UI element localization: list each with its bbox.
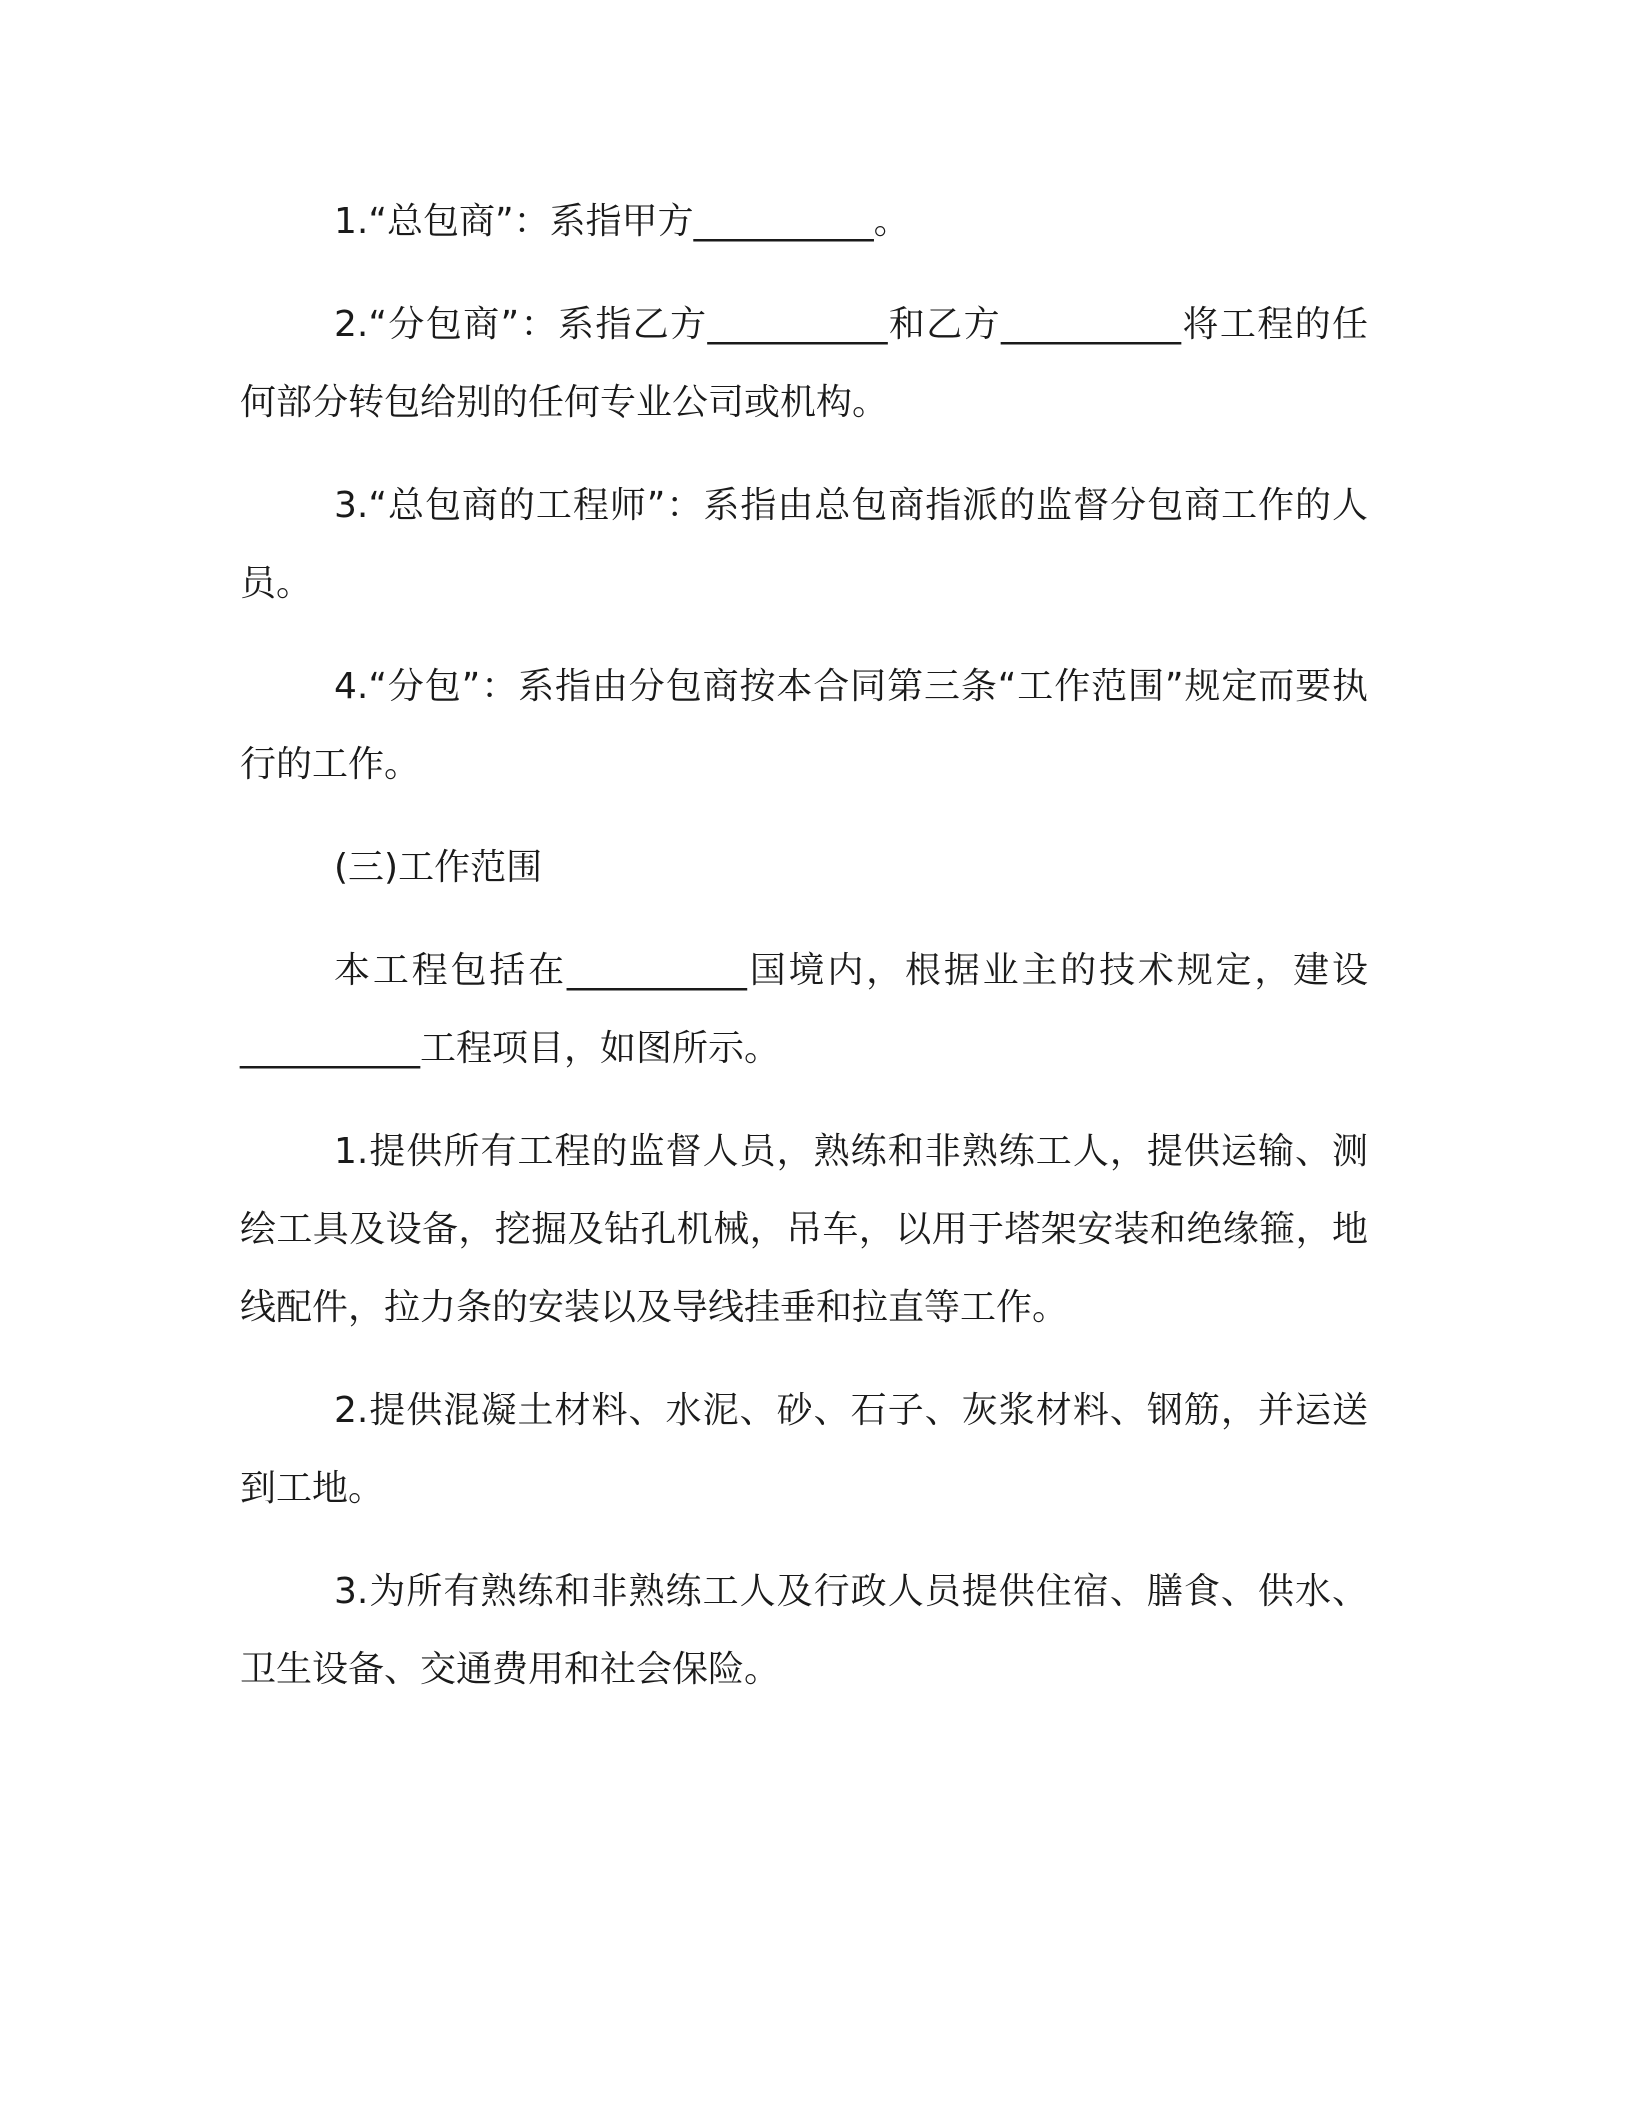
definition-subcontractor: 2.“分包商”：系指乙方__________和乙方__________将工程的任何部分转包给别的任何专业公司或机构。 (240, 304, 1368, 423)
scope-item-1: 1.提供所有工程的监督人员，熟练和非熟练工人，提供运输、测绘工具及设备，挖掘及钻孔机械，吊车，以用于塔架安装和绝缘箍，地线配件，拉力条的安装以及导线挂垂和拉直等工作。 (240, 1131, 1368, 1328)
scope-intro: 本工程包括在__________国境内，根据业主的技术规定，建设__________工程项目，如图所示。 (240, 950, 1368, 1069)
section-heading-scope: (三)工作范围 (334, 847, 543, 888)
document-body (240, 183, 1368, 1734)
definition-engineer: 3.“总包商的工程师”：系指由总包商指派的监督分包商工作的人员。 (240, 485, 1368, 604)
scope-item-3: 3.为所有熟练和非熟练工人及行政人员提供住宿、膳食、供水、卫生设备、交通费用和社会保险。 (240, 1571, 1368, 1690)
scope-item-2: 2.提供混凝土材料、水泥、砂、石子、灰浆材料、钢筋，并运送到工地。 (240, 1390, 1368, 1509)
definition-general-contractor: 1.“总包商”：系指甲方__________。 (334, 201, 910, 242)
definition-subcontract: 4.“分包”：系指由分包商按本合同第三条“工作范围”规定而要执行的工作。 (240, 666, 1368, 785)
